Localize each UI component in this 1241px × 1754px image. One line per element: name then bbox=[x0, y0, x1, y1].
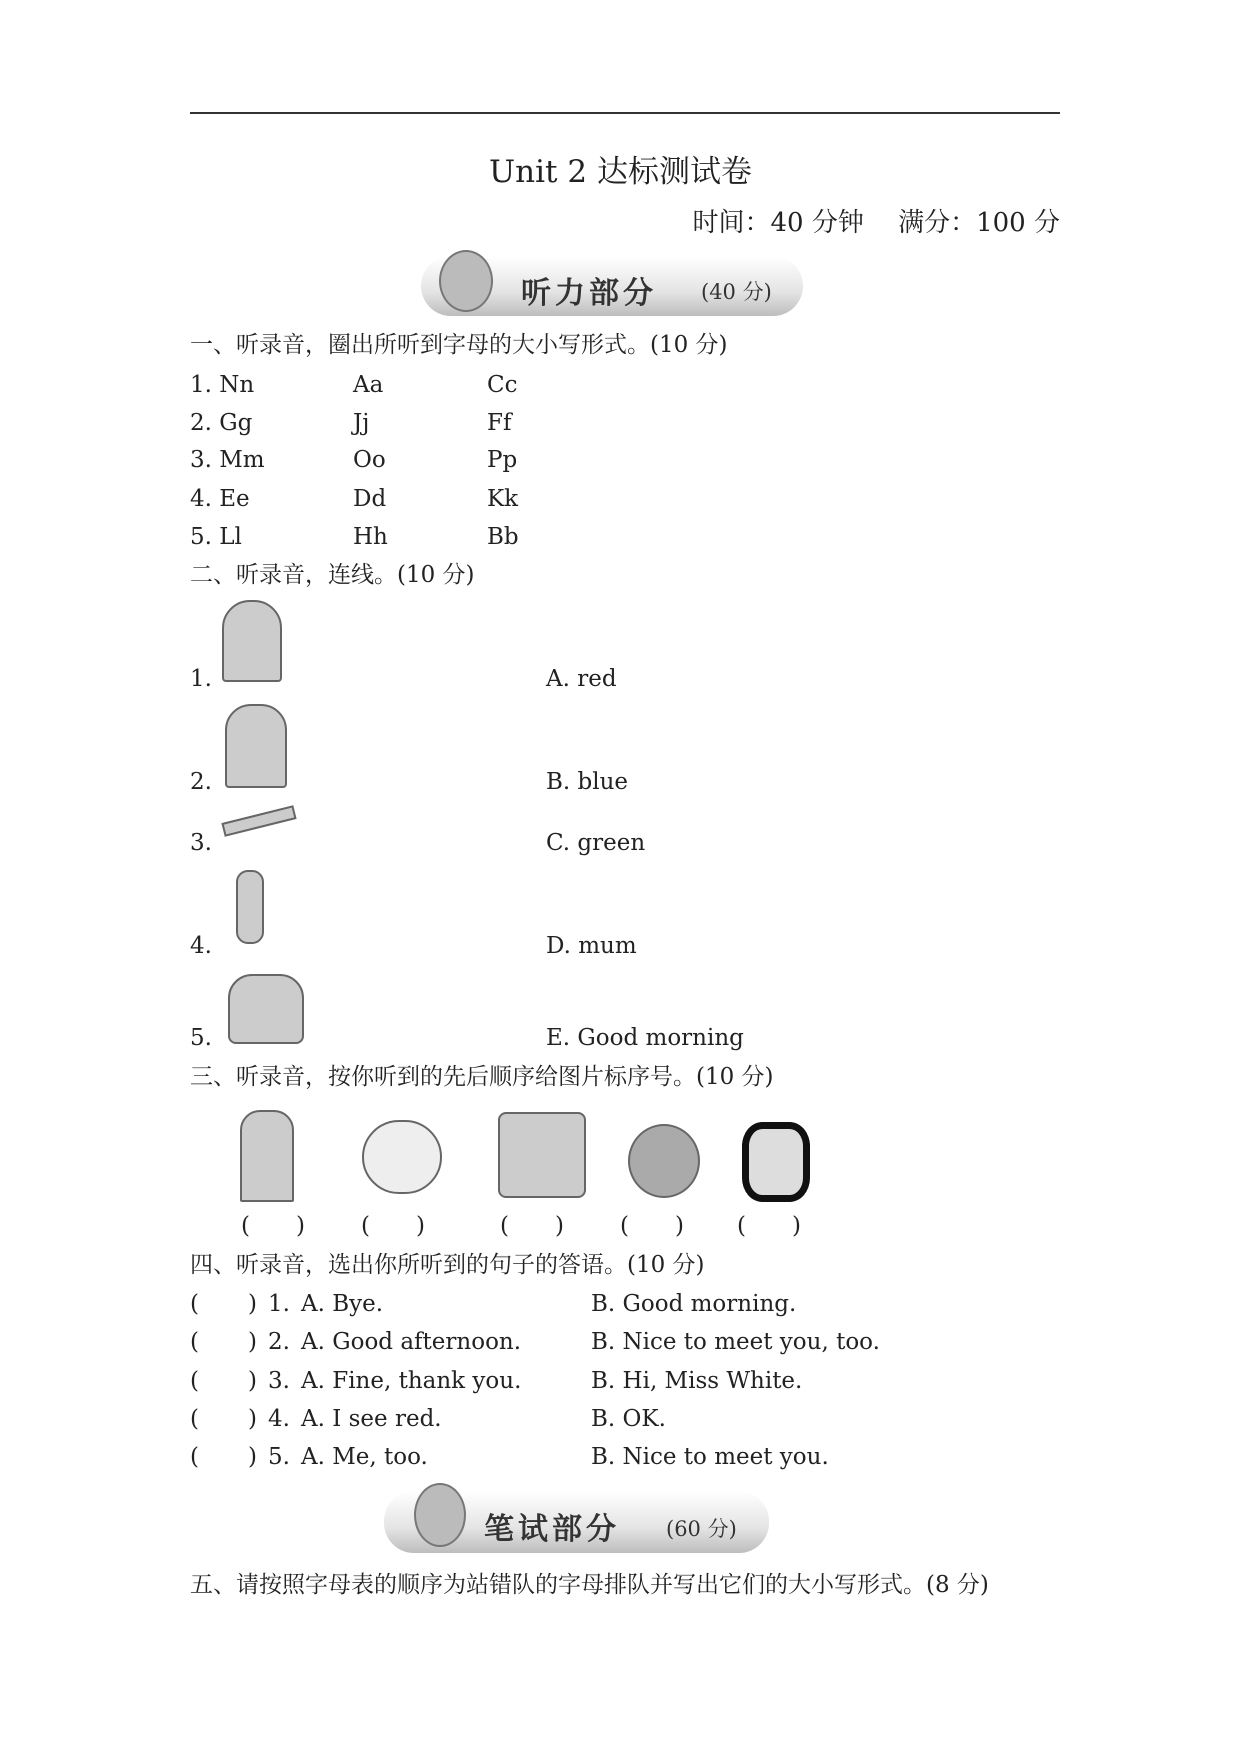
item-number: 1. bbox=[190, 666, 212, 692]
section3-heading: 三、听录音，按你听到的先后顺序给图片标序号。(10 分) bbox=[190, 1064, 774, 1090]
letter-option: Bb bbox=[487, 524, 519, 550]
letter-d-picture bbox=[742, 1122, 810, 1202]
letter-option: Hh bbox=[353, 524, 388, 550]
option-a: A. I see red. bbox=[301, 1406, 442, 1432]
match-option: C. green bbox=[546, 830, 646, 856]
banner-title: 笔试部分 bbox=[484, 1512, 620, 1547]
apple-picture bbox=[628, 1124, 700, 1198]
question-number: 4. bbox=[268, 1406, 290, 1432]
ant-picture bbox=[362, 1120, 442, 1194]
paren-open: ( bbox=[190, 1444, 199, 1470]
option-b: B. Nice to meet you. bbox=[591, 1444, 829, 1470]
woman-picture bbox=[222, 600, 282, 682]
item-number: 5. bbox=[190, 1025, 212, 1051]
paren-close: ) bbox=[248, 1406, 257, 1432]
match-option: A. red bbox=[546, 666, 617, 692]
letter-option: Pp bbox=[487, 447, 518, 473]
letter-option: Aa bbox=[353, 372, 384, 398]
letter-option: Jj bbox=[353, 410, 370, 436]
paren-close: ) bbox=[248, 1368, 257, 1394]
option-a: A. Good afternoon. bbox=[301, 1329, 522, 1355]
item-number: 4. bbox=[190, 933, 212, 959]
paren-open: ( bbox=[190, 1368, 199, 1394]
man-picture bbox=[225, 704, 287, 788]
match-option: E. Good morning bbox=[546, 1025, 744, 1051]
letter-option: 1. Nn bbox=[190, 372, 255, 398]
mascot-icon bbox=[439, 250, 493, 312]
letter-option: 2. Gg bbox=[190, 410, 253, 436]
question-number: 5. bbox=[268, 1444, 290, 1470]
question-number: 2. bbox=[268, 1329, 290, 1355]
option-b: B. Nice to meet you, too. bbox=[591, 1329, 880, 1355]
page-title: Unit 2 达标测试卷 bbox=[489, 154, 752, 190]
writing-banner bbox=[384, 1491, 769, 1553]
paren-close: ) bbox=[248, 1291, 257, 1317]
letter-option: 5. Ll bbox=[190, 524, 242, 550]
item-number: 2. bbox=[190, 769, 212, 795]
answer-parens: ( ) bbox=[500, 1213, 564, 1239]
match-option: D. mum bbox=[546, 933, 637, 959]
option-b: B. Hi, Miss White. bbox=[591, 1368, 803, 1394]
option-a: A. Me, too. bbox=[301, 1444, 428, 1470]
paren-close: ) bbox=[248, 1329, 257, 1355]
option-b: B. Good morning. bbox=[591, 1291, 797, 1317]
banner-score: (60 分) bbox=[666, 1517, 737, 1541]
bag-picture bbox=[228, 974, 304, 1044]
letter-option: Dd bbox=[353, 486, 387, 512]
paren-open: ( bbox=[190, 1406, 199, 1432]
answer-parens: ( ) bbox=[241, 1213, 305, 1239]
paren-open: ( bbox=[190, 1329, 199, 1355]
rose-picture bbox=[236, 870, 264, 944]
ruler-picture bbox=[221, 805, 296, 836]
answer-parens: ( ) bbox=[737, 1213, 801, 1239]
letter-option: Cc bbox=[487, 372, 518, 398]
top-rule bbox=[190, 112, 1060, 114]
section5-heading: 五、请按照字母表的顺序为站错队的字母排队并写出它们的大小写形式。(8 分) bbox=[190, 1572, 989, 1598]
letter-option: Ff bbox=[487, 410, 512, 436]
sit-down-picture bbox=[240, 1110, 294, 1202]
listening-banner bbox=[421, 256, 803, 316]
banner-score: (40 分) bbox=[701, 280, 772, 304]
pencil-mascot-icon bbox=[414, 1483, 466, 1547]
option-a: A. Fine, thank you. bbox=[301, 1368, 522, 1394]
letter-option: Oo bbox=[353, 447, 386, 473]
paren-close: ) bbox=[248, 1444, 257, 1470]
option-b: B. OK. bbox=[591, 1406, 666, 1432]
option-a: A. Bye. bbox=[301, 1291, 384, 1317]
question-number: 3. bbox=[268, 1368, 290, 1394]
item-number: 3. bbox=[190, 830, 212, 856]
letter-option: 4. Ee bbox=[190, 486, 250, 512]
banner-title: 听力部分 bbox=[521, 276, 657, 311]
section4-heading: 四、听录音，选出你所听到的句子的答语。(10 分) bbox=[190, 1252, 705, 1278]
classroom-picture bbox=[498, 1112, 586, 1198]
section1-heading: 一、听录音，圈出所听到字母的大小写形式。(10 分) bbox=[190, 332, 728, 358]
letter-option: Kk bbox=[487, 486, 519, 512]
answer-parens: ( ) bbox=[361, 1213, 425, 1239]
time-info: 时间：40 分钟 满分：100 分 bbox=[692, 208, 1060, 238]
answer-parens: ( ) bbox=[620, 1213, 684, 1239]
match-option: B. blue bbox=[546, 769, 629, 795]
section2-heading: 二、听录音，连线。(10 分) bbox=[190, 562, 475, 588]
question-number: 1. bbox=[268, 1291, 290, 1317]
paren-open: ( bbox=[190, 1291, 199, 1317]
letter-option: 3. Mm bbox=[190, 447, 265, 473]
